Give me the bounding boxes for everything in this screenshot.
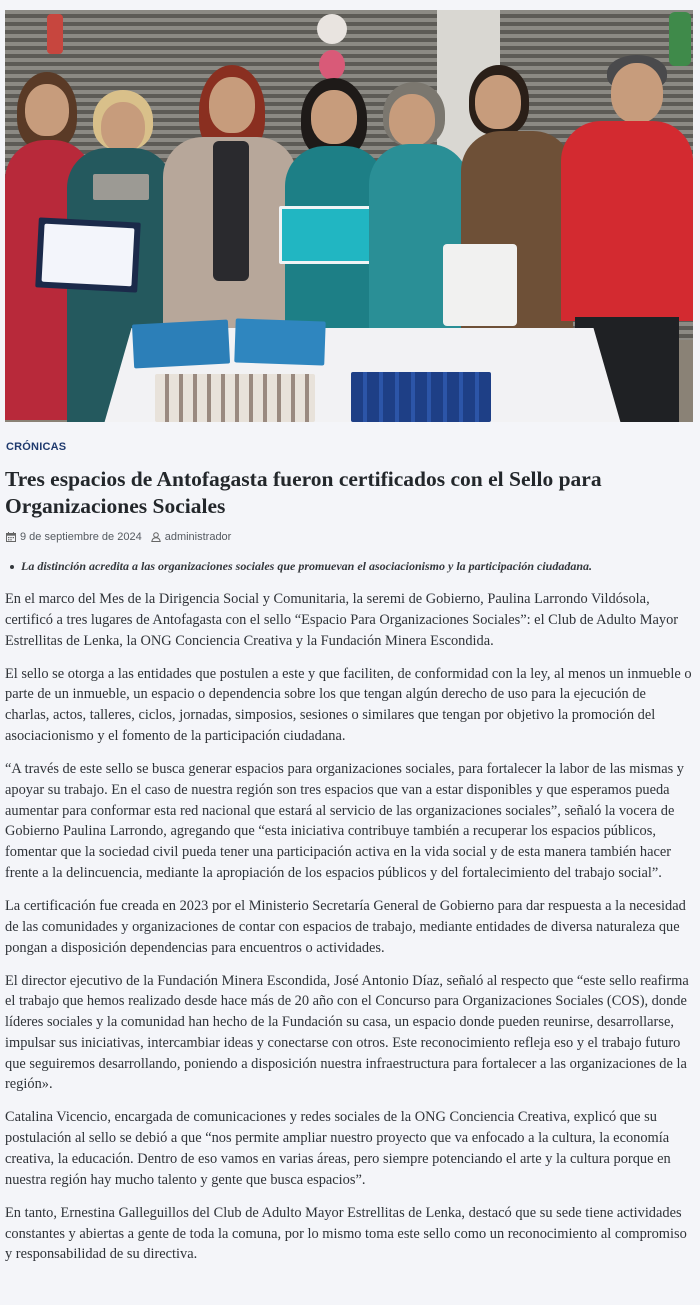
article-paragraph: El director ejecutivo de la Fundación Minera Escondida, José Antonio Díaz, señaló al respecto que “este sello reafirma el trabajo que hemos realizado desde hace más de 20 año con el Concurso para Organizaciones Sociales (COS), donde líderes sociales y la comunidad han hecho de la Fundación su casa, un espacio donde pueden reunirse, desarrollarse, impulsar sus iniciativas, intercambiar ideas y conectarse con otros. Este reconocimiento refleja eso y el trabajo futuro que seguiremos desarrollando, poniendo a disposición nuestra infraestructura para fortalecer a las organizaciones de la región». <box>5 972 689 1093</box>
article-photo <box>5 10 693 422</box>
article-date: 9 de septiembre de 2024 <box>20 531 142 543</box>
article-paragraph: La certificación fue creada en 2023 por el Ministerio Secretaría General de Gobierno para dar respuesta a la necesidad de las comunidades y organizaciones de contar con espacios de trabajo, mediante entidades de diversa naturaleza que pongan a disposición dependencias para encuentros o actividades. <box>5 897 686 956</box>
photo-decoration <box>317 14 347 44</box>
article-paragraph: Catalina Vicencio, encargada de comunicaciones y redes sociales de la ONG Conciencia Creativa, explicó que su postulación al sello se debió a que “nos permite ampliar nuestro proyecto que va enfocado a la cultura, la economía creativa, la educación. Dentro de eso vamos en varias áreas, pero siempre potenciando el arte y la cultura porque en nuestra región hay mucho talento y gente que busca espacios”. <box>5 1109 671 1188</box>
photo-brochure <box>234 318 325 365</box>
photo-flyers <box>155 374 315 422</box>
article-meta <box>6 531 231 543</box>
photo-decoration <box>47 14 63 54</box>
author-link[interactable]: administrador <box>164 531 232 543</box>
lead-text: La distinción acredita a las organizaciones sociales que promuevan el asociacionismo y la participación ciudadana. <box>21 559 593 573</box>
article-paragraph: El sello se otorga a las entidades que postulen a este y que faciliten, de conformidad con la ley, al menos un inmueble o parte de un inmueble, un espacio o dependencia sobre los que tengan algún derecho de uso para la ejecución de charlas, actos, talleres, ciclos, jornadas, simposios, sesiones o similares que tengan por objetivo la promoción del asociacionismo y el fomento de la participación ciudadana. <box>5 665 692 744</box>
photo-decoration <box>319 50 345 80</box>
user-icon <box>151 532 161 542</box>
photo-booklets <box>351 372 491 422</box>
calendar-icon <box>6 532 16 542</box>
photo-bag <box>443 244 517 326</box>
bullet-icon <box>10 565 14 569</box>
article-paragraph: “A través de este sello se busca generar espacios para organizaciones sociales, para fortalecer la labor de las mismas y apoyar su trabajo. En el caso de nuestra región son tres espacios que van a estar disponibles y que esperamos pueda aumentar para conformar esta red nacional que estará al servicio de las organizaciones sociales”, señaló la vocera de Gobierno Paulina Larrondo, agregando que “esta iniciativa contribuye también a recuperar los espacios públicos, fomentar que la sociedad civil pueda tener una participación activa en la vida social y de esta manera también hacer frente a la delincuencia, mediante la apropiación de los espacios públicos y del fortalecimiento del trabajo social”. <box>5 760 685 881</box>
category-link[interactable]: CRÓNICAS <box>6 441 67 453</box>
article-author <box>151 531 232 543</box>
article-paragraph: En tanto, Ernestina Galleguillos del Club de Adulto Mayor Estrellitas de Lenka, destacó que su sede tiene actividades constantes y abiertas a gente de toda la comuna, por lo mismo toma este sello como un reconocimiento al compromiso y responsabilidad de su directiva. <box>5 1204 687 1263</box>
photo-brochure <box>132 320 230 369</box>
photo-certificate-paper <box>42 224 135 287</box>
article-title: Tres espacios de Antofagasta fueron certificados con el Sello para Organizaciones Sociales <box>5 467 602 518</box>
article-paragraph: En el marco del Mes de la Dirigencia Social y Comunitaria, la seremi de Gobierno, Paulina Larrondo Vildósola, certificó a tres lugares de Antofagasta con el sello “Espacio Para Organizaciones Sociales”: el Club de Adulto Mayor Estrellitas de Lenka, la ONG Conciencia Creativa y la Fundación Minera Escondida. <box>5 591 679 649</box>
article-body <box>5 589 693 1277</box>
article-lead <box>10 559 690 574</box>
